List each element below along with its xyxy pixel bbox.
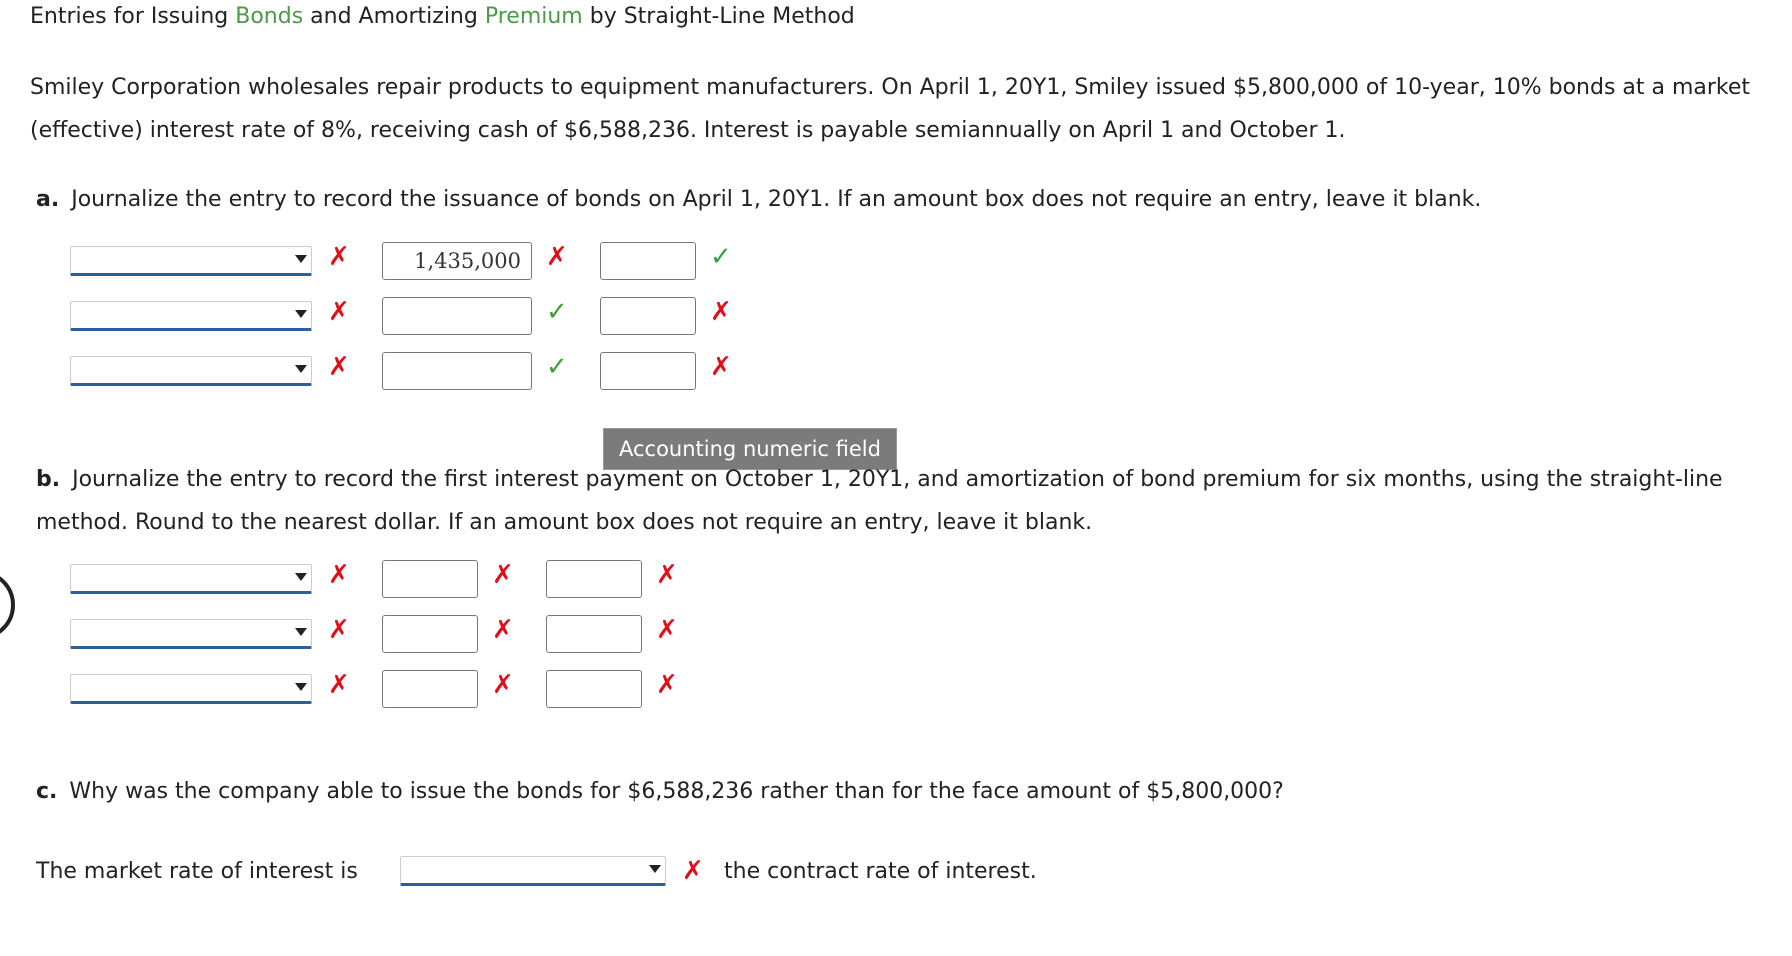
- incorrect-x-icon: ✗: [492, 560, 514, 590]
- incorrect-x-icon: ✗: [710, 352, 732, 382]
- debit-amount-input[interactable]: [382, 670, 478, 708]
- incorrect-x-icon: ✗: [492, 615, 514, 645]
- incorrect-x-icon: ✗: [656, 615, 678, 645]
- part-c-instructions: Why was the company able to issue the bonds for $6,588,236 rather than for the face amount of $5,800,000?: [69, 779, 1284, 804]
- credit-amount-input[interactable]: [600, 352, 696, 390]
- incorrect-x-icon: ✗: [328, 560, 350, 590]
- title-text-3: by Straight-Line Method: [582, 4, 855, 29]
- credit-amount-input[interactable]: [600, 242, 696, 280]
- dropdown-arrow-icon: [295, 628, 307, 636]
- debit-amount-input[interactable]: [382, 352, 532, 390]
- correct-check-icon: ✓: [710, 242, 732, 272]
- field-tooltip: Accounting numeric field: [603, 428, 897, 470]
- account-select[interactable]: [70, 246, 312, 276]
- part-b-instructions: Journalize the entry to record the first interest payment on October 1, 20Y1, and amortization of bond premium for six months, using the straight-line method. Round to the nearest dollar. If an amount box does not require an entry, leave it blank.: [36, 467, 1723, 535]
- incorrect-x-icon: ✗: [328, 615, 350, 645]
- dropdown-arrow-icon: [295, 310, 307, 318]
- dropdown-arrow-icon: [295, 365, 307, 373]
- incorrect-x-icon: ✗: [710, 297, 732, 327]
- dropdown-arrow-icon: [295, 573, 307, 581]
- debit-amount-input[interactable]: [382, 297, 532, 335]
- debit-amount-input[interactable]: [382, 560, 478, 598]
- part-c-label: c.: [36, 779, 58, 804]
- incorrect-x-icon: ✗: [328, 297, 350, 327]
- sentence-start: The market rate of interest is: [36, 859, 358, 884]
- account-select[interactable]: [70, 674, 312, 704]
- credit-amount-input[interactable]: [546, 670, 642, 708]
- incorrect-x-icon: ✗: [682, 856, 704, 886]
- dropdown-arrow-icon: [295, 255, 307, 263]
- part-c-answer-sentence: [36, 852, 1037, 892]
- account-select[interactable]: [70, 564, 312, 594]
- bonds-link[interactable]: Bonds: [235, 4, 304, 29]
- edge-circle-icon: [0, 570, 15, 640]
- credit-amount-input[interactable]: [546, 560, 642, 598]
- credit-amount-input[interactable]: [600, 297, 696, 335]
- incorrect-x-icon: ✗: [328, 670, 350, 700]
- sentence-end: the contract rate of interest.: [724, 859, 1037, 884]
- incorrect-x-icon: ✗: [328, 352, 350, 382]
- problem-description: Smiley Corporation wholesales repair products to equipment manufacturers. On April 1, 20Y1, Smiley issued $5,800,000 of 10-year, 10% bonds at a market (effective) interest rate of 8%, receiving cash of $6,588,236. Interest is payable semiannually on April 1 and October 1.: [30, 75, 1751, 143]
- rate-comparison-select[interactable]: [400, 856, 666, 886]
- dropdown-arrow-icon: [295, 683, 307, 691]
- part-a-label: a.: [36, 187, 60, 212]
- correct-check-icon: ✓: [546, 297, 568, 327]
- correct-check-icon: ✓: [546, 352, 568, 382]
- part-b-label: b.: [36, 467, 61, 492]
- debit-amount-input[interactable]: [382, 615, 478, 653]
- title-text-1: Entries for Issuing: [30, 4, 236, 29]
- account-select[interactable]: [70, 619, 312, 649]
- incorrect-x-icon: ✗: [656, 560, 678, 590]
- incorrect-x-icon: ✗: [546, 242, 568, 272]
- incorrect-x-icon: ✗: [328, 242, 350, 272]
- incorrect-x-icon: ✗: [492, 670, 514, 700]
- debit-amount-input[interactable]: 1,435,000: [382, 242, 532, 280]
- account-select[interactable]: [70, 356, 312, 386]
- premium-link[interactable]: Premium: [484, 4, 583, 29]
- part-c-question: [36, 770, 1776, 813]
- part-b-question: [36, 458, 1776, 544]
- incorrect-x-icon: ✗: [656, 670, 678, 700]
- page-title: [30, 4, 855, 29]
- account-select[interactable]: [70, 301, 312, 331]
- dropdown-arrow-icon: [649, 865, 661, 873]
- credit-amount-input[interactable]: [546, 615, 642, 653]
- title-text-2: and Amortizing: [303, 4, 485, 29]
- part-a-instructions: Journalize the entry to record the issuance of bonds on April 1, 20Y1. If an amount box does not require an entry, leave it blank.: [71, 187, 1482, 212]
- part-a-question: [36, 178, 1776, 221]
